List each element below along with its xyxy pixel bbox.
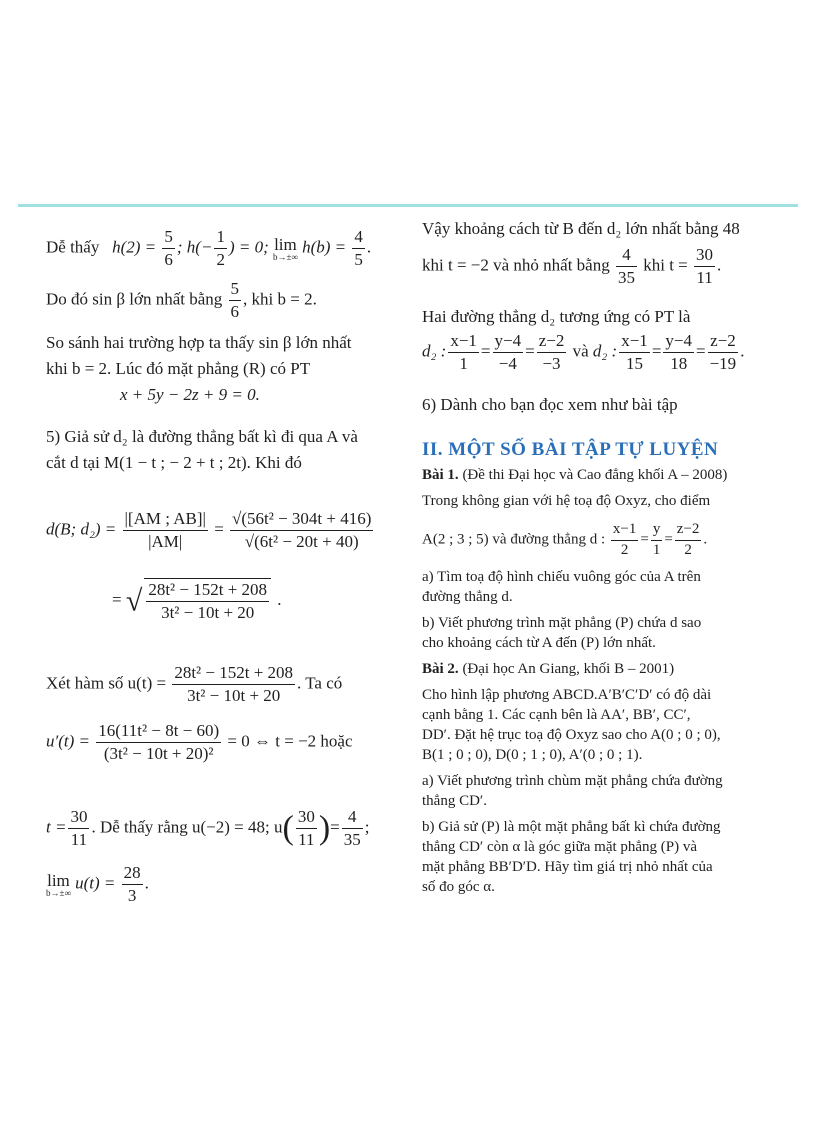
limit: lim b→±∞: [46, 870, 71, 898]
fraction: $\frac{30}{11}$: [696, 245, 714, 288]
fraction: $\frac{y-4}{-4}$: [494, 331, 522, 374]
fraction: $\frac{\text{16(11t² − 8t − 60)}}{\text{(3t² − 10t + 20)²}}$: [98, 721, 220, 764]
fraction: $\frac{5}{6}$: [164, 227, 173, 270]
math: ) = 0;: [228, 237, 269, 257]
paragraph-line: cho khoảng cách từ A đến (P) lớn nhất.: [422, 635, 656, 651]
paragraph-line: đường thẳng d.: [422, 589, 513, 605]
paragraph-line: 5) Giả sử d₂ là đường thẳng bất kì đi qua A và: [46, 427, 358, 446]
paragraph-line: số đo góc α.: [422, 879, 495, 895]
paragraph-line: Trong không gian với hệ toạ độ Oxyz, cho điểm: [422, 493, 711, 509]
math: ; h(−: [176, 237, 213, 257]
fraction: $\frac{4}{35}$: [343, 807, 361, 850]
fraction: $\frac{1}{2}$: [216, 227, 225, 270]
fraction: $\frac{y-4}{18}$: [665, 331, 692, 374]
paragraph-line: cạnh bằng 1. Các cạnh bên là AA′, BB′, CC′,: [422, 707, 691, 723]
fraction: $\frac{30}{11}$: [297, 807, 315, 850]
text: Dễ thấy: [46, 237, 100, 257]
paragraph-line: khi b = 2. Lúc đó mặt phẳng (R) có PT: [46, 359, 311, 378]
limit-u: lim b→±∞ u(t) = $\frac{28}{3}$ .: [46, 862, 149, 907]
fraction: $\frac{30}{11}$: [70, 807, 88, 850]
fraction: $\frac{\text{√(56t² − 304t + 416)}}{\text{√(6t² − 20t + 40)}}$: [232, 509, 372, 552]
paragraph-line: 6) Dành cho bạn đọc xem như bài tập: [422, 395, 678, 414]
math: h(b) =: [302, 237, 347, 257]
fraction: $\frac{4}{35}$: [617, 245, 635, 288]
plane-equation: x + 5y − 2z + 9 = 0.: [120, 385, 260, 404]
fraction: $\frac{z-2}{-3}$: [538, 331, 565, 374]
exercise-title: Bài 2. (Đại học An Giang, khối B – 2001): [422, 661, 675, 677]
top-divider: [18, 204, 798, 207]
paragraph-line: b) Viết phương trình mặt phẳng (P) chứa d sao: [422, 615, 702, 631]
paragraph-line: DD′. Đặt hệ trục toạ độ Oxyz sao cho A(0 ; 0 ; 0),: [422, 727, 721, 743]
fraction: $\frac{x-1}{15}$: [621, 331, 648, 374]
u-derivative: u′(t) = $\frac{\text{16(11t² − 8t − 60)}}{\text{(3t² − 10t + 20)²}}$ = 0 ⇔ t = −2 hoặc: [46, 720, 353, 765]
sin-beta-line: [46, 278, 317, 323]
distance-result: khi t = −2 và nhỏ nhất bằng $\frac{4}{35}$ khi t = $\frac{30}{11}$ .: [422, 244, 721, 289]
paragraph-line: So sánh hai trường hợp ta thấy sin β lớn nhất: [46, 333, 352, 352]
distance-formula-simplified: = √ $\frac{\text{28t² − 152t + 208}}{\text{3t² − 10t + 20}}$ .: [112, 578, 282, 624]
fraction: $\frac{|[AM ; AB]|}{|AM|}$: [124, 509, 206, 552]
paragraph-line: b) Giả sử (P) là một mặt phẳng bất kì chứa đường: [422, 819, 721, 835]
math: h(2) =: [112, 237, 157, 257]
exercise-title: Bài 1. (Đề thi Đại học và Cao đẳng khối A – 2008): [422, 467, 728, 483]
fraction: $\frac{5}{6}$: [230, 279, 240, 322]
u-function: Xét hàm số u(t) = $\frac{\text{28t² − 152t + 208}}{\text{3t² − 10t + 20}}$ . Ta có: [46, 662, 342, 707]
paragraph-line: a) Tìm toạ độ hình chiếu vuông góc của A trên: [422, 569, 701, 585]
paragraph-line: thẳng CD′ còn α là góc giữa mặt phẳng (P) và: [422, 839, 698, 855]
paragraph-line: thẳng CD′.: [422, 793, 487, 809]
line-equations: d₂ : $\frac{x-1}{1}$ = $\frac{y-4}{-4}$ = $\frac{z-2}{-3}$ và d₂ : $\frac{x-1}{15}$ = $\frac{y-4}{18}$ = $\frac{z-2}{-19}$ .: [422, 330, 744, 375]
fraction: $\frac{\text{28t² − 152t + 208}}{\text{3t² − 10t + 20}}$: [144, 578, 271, 624]
line-equation: A(2 ; 3 ; 5) và đường thẳng d : $\frac{x-1}{2}$ = $\frac{y}{1}$ = $\frac{z-2}{2}$ .: [422, 520, 707, 560]
fraction: $\frac{y}{1}$: [652, 521, 661, 558]
paragraph-line: a) Viết phương trình chùm mặt phẳng chứa đường: [422, 773, 723, 789]
fraction: $\frac{z-2}{2}$: [676, 521, 700, 558]
t-values: t = $\frac{30}{11}$ . Dễ thấy rằng u(−2) = 48; u( $\frac{30}{11}$ )= $\frac{4}{35}$ ;: [46, 806, 369, 851]
h-values-line: Dễ thấy h(2) = $\frac{5}{6}$ ; h(− $\frac{1}{2}$ ) = 0; lim b→±∞ h(b) = $\frac{4}{5}$ .: [46, 226, 371, 271]
paragraph-line: Vậy khoảng cách từ B đến d₂ lớn nhất bằng 48: [422, 219, 740, 238]
text: Do đó sin β lớn nhất bằng: [46, 289, 223, 309]
paragraph-line: Hai đường thẳng d₂ tương ứng có PT là: [422, 307, 691, 326]
paragraph-line: Cho hình lập phương ABCD.A′B′C′D′ có độ dài: [422, 687, 712, 703]
fraction: $\frac{28}{3}$: [123, 863, 141, 906]
paragraph-line: mặt phẳng BB′D′D. Hãy tìm giá trị nhỏ nhất của: [422, 859, 713, 875]
fraction: $\frac{x-1}{2}$: [612, 521, 637, 558]
paragraph-line: B(1 ; 0 ; 0), D(0 ; 1 ; 0), A′(0 ; 0 ; 1).: [422, 747, 643, 763]
distance-formula: d(B; d₂) = $\frac{|[AM ; AB]|}{|AM|}$ = $\frac{\text{√(56t² − 304t + 416)}}{\text{√(6t² − 20t + 40)}}$: [46, 508, 375, 553]
fraction: $\frac{x-1}{1}$: [450, 331, 477, 374]
paragraph-line: cắt d tại M(1 − t ; − 2 + t ; 2t). Khi đó: [46, 453, 302, 472]
limit: lim b→±∞: [272, 234, 298, 262]
fraction: $\frac{z-2}{-19}$: [709, 331, 737, 374]
section-heading: II. MỘT SỐ BÀI TẬP TỰ LUYỆN: [422, 439, 719, 460]
fraction: $\frac{\text{28t² − 152t + 208}}{\text{3t² − 10t + 20}}$: [174, 663, 294, 706]
text: , khi b = 2.: [243, 289, 317, 309]
fraction: $\frac{4}{5}$: [354, 227, 363, 270]
